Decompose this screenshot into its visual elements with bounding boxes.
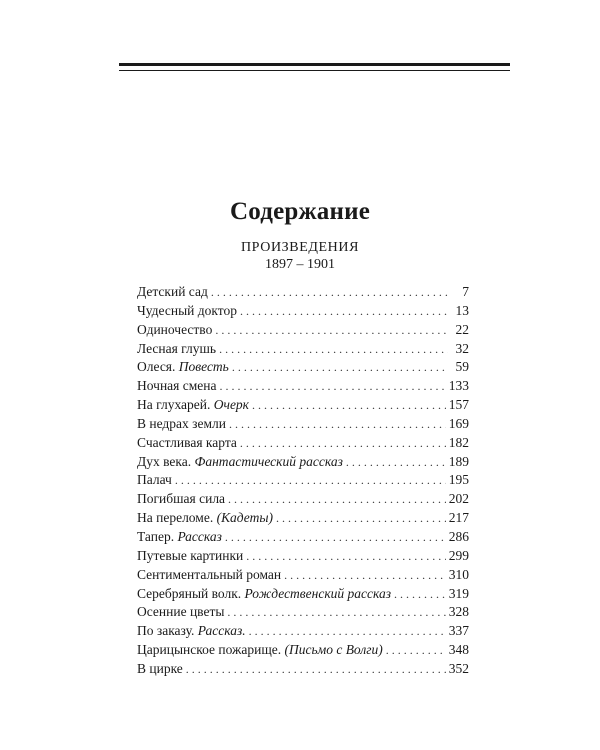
dot-leader xyxy=(252,396,446,415)
toc-entry-page: 202 xyxy=(448,491,469,507)
dot-leader xyxy=(284,566,446,585)
toc-entry-subtitle: Очерк xyxy=(213,397,249,413)
dot-leader xyxy=(211,283,448,302)
dot-leader xyxy=(219,377,445,396)
toc-entry-subtitle: Повесть xyxy=(178,359,229,375)
toc-entry-page: 352 xyxy=(448,660,469,676)
header-rule-thick xyxy=(119,63,510,66)
section-title: ПРОИЗВЕДЕНИЯ xyxy=(240,240,360,255)
toc-entry-subtitle: (Кадеты) xyxy=(216,510,273,526)
toc-entry[interactable] xyxy=(137,603,469,622)
toc-entry-page: 182 xyxy=(448,434,469,450)
toc-entry-text xyxy=(137,509,273,528)
toc-entry-page: 133 xyxy=(448,378,469,394)
toc-entry-title: Счастливая карта xyxy=(137,434,237,450)
toc-entry-text xyxy=(137,340,216,359)
toc-entry-subtitle: Рассказ. xyxy=(197,623,246,639)
toc-entry-page: 337 xyxy=(448,623,469,639)
dot-leader xyxy=(186,660,446,679)
section-years: 1897 – 1901 xyxy=(265,257,335,272)
toc-entry[interactable] xyxy=(137,358,469,377)
toc-entry-title: Сентиментальный роман xyxy=(137,566,282,582)
toc-entry-title: В недрах земли xyxy=(137,415,226,431)
toc-entry-title: Лесная глушь xyxy=(137,340,217,356)
toc-entry[interactable] xyxy=(137,471,469,490)
toc-entry[interactable] xyxy=(137,396,469,415)
toc-entry-text xyxy=(137,603,224,622)
toc-entry[interactable] xyxy=(137,283,469,302)
toc-entry-text xyxy=(137,566,281,585)
toc-entry-title: Серебряный волк. xyxy=(137,585,245,601)
toc-entry[interactable] xyxy=(137,377,469,396)
dot-leader xyxy=(227,603,445,622)
toc-entry-page: 217 xyxy=(448,510,469,526)
header-rule-thin xyxy=(119,70,510,71)
toc-entry-title: Дух века. xyxy=(137,453,195,469)
toc-entry-page: 32 xyxy=(455,340,469,356)
toc-entry-text xyxy=(137,302,237,321)
dot-leader xyxy=(225,528,446,547)
dot-leader xyxy=(219,340,448,359)
toc-entry[interactable] xyxy=(137,509,469,528)
toc-entry-page: 299 xyxy=(448,547,469,563)
dot-leader xyxy=(346,453,446,472)
toc-entry-title: Палач xyxy=(137,472,172,488)
toc-entry-text xyxy=(137,453,343,472)
toc-entry-title: На глухарей. xyxy=(137,397,214,413)
toc-entry-page: 22 xyxy=(455,321,469,337)
toc-entry-title: Одиночество xyxy=(137,321,213,337)
toc-entry-page: 7 xyxy=(462,284,469,299)
toc-entry-page: 328 xyxy=(448,604,469,620)
toc-entry[interactable] xyxy=(137,340,469,359)
dot-leader xyxy=(175,471,446,490)
toc-entry-page: 286 xyxy=(448,528,469,544)
toc-entry-title: По заказу. xyxy=(137,623,198,639)
dot-leader xyxy=(386,641,446,660)
toc-entry-page: 169 xyxy=(448,415,469,431)
toc-entry-page: 59 xyxy=(455,359,469,375)
toc-entry-title: Погибшая сила xyxy=(137,491,226,507)
toc-entry-page: 195 xyxy=(448,472,469,488)
toc-entry-page: 13 xyxy=(455,302,469,318)
toc-entry[interactable] xyxy=(137,660,469,679)
toc-entry-text xyxy=(137,585,391,604)
page-title: Содержание xyxy=(229,198,370,225)
toc-entry-title: Царицынское пожарище. xyxy=(137,642,285,658)
toc-entry-subtitle: (Письмо с Волги) xyxy=(284,642,383,658)
dot-leader xyxy=(232,358,448,377)
toc-entry-text xyxy=(137,396,249,415)
toc-entry-text xyxy=(137,622,246,641)
toc-entry-title: В цирке xyxy=(137,660,183,676)
toc-entry-page: 157 xyxy=(448,397,469,413)
toc-entry[interactable] xyxy=(137,434,469,453)
toc-entry[interactable] xyxy=(137,415,469,434)
toc-entry-title: Путевые картинки xyxy=(137,547,244,563)
toc-entry[interactable] xyxy=(137,528,469,547)
toc-entry-subtitle: Рассказ xyxy=(177,528,222,544)
toc-entry-title: На переломе. xyxy=(137,510,217,526)
toc-entry-page: 189 xyxy=(448,453,469,469)
toc-entry[interactable] xyxy=(137,641,469,660)
toc-entry[interactable] xyxy=(137,547,469,566)
toc-entry-text xyxy=(137,547,243,566)
toc-entry-subtitle: Рождественский рассказ xyxy=(244,585,392,601)
toc-entry-text xyxy=(137,377,216,396)
toc-entry-page: 348 xyxy=(448,642,469,658)
toc-entry-title: Олеся. xyxy=(137,359,179,375)
dot-leader xyxy=(394,585,446,604)
toc-entry[interactable] xyxy=(137,302,469,321)
toc-entry[interactable] xyxy=(137,585,469,604)
toc-entry-title: Ночная смена xyxy=(137,378,217,394)
toc-entry[interactable] xyxy=(137,566,469,585)
toc-entry-text xyxy=(137,471,172,490)
dot-leader xyxy=(240,434,446,453)
toc-entry-text xyxy=(137,321,212,340)
toc-entry-text xyxy=(137,490,225,509)
toc-entry-text xyxy=(137,641,383,660)
dot-leader xyxy=(246,547,445,566)
toc-entry-text xyxy=(137,434,237,453)
toc-entry-title: Осенние цветы xyxy=(137,604,225,620)
toc-entry-title: Чудесный доктор xyxy=(137,302,237,318)
toc-entry-page: 310 xyxy=(448,566,469,582)
dot-leader xyxy=(249,622,446,641)
toc-entry-text xyxy=(137,283,208,302)
toc-entry-subtitle: Фантастический рассказ xyxy=(194,453,343,469)
toc-entry-title: Тапер. xyxy=(137,528,178,544)
dot-leader xyxy=(240,302,448,321)
dot-leader xyxy=(228,490,446,509)
dot-leader xyxy=(215,321,448,340)
toc-entry-title: Детский сад xyxy=(137,284,208,299)
toc-entry[interactable] xyxy=(137,453,469,472)
table-of-contents xyxy=(137,283,469,679)
toc-entry-text xyxy=(137,415,226,434)
toc-entry[interactable] xyxy=(137,622,469,641)
toc-entry-text xyxy=(137,660,183,679)
toc-entry-text xyxy=(137,528,222,547)
dot-leader xyxy=(229,415,446,434)
toc-entry[interactable] xyxy=(137,321,469,340)
dot-leader xyxy=(276,509,446,528)
toc-entry-page: 319 xyxy=(448,585,469,601)
toc-entry-text xyxy=(137,358,229,377)
toc-entry[interactable] xyxy=(137,490,469,509)
